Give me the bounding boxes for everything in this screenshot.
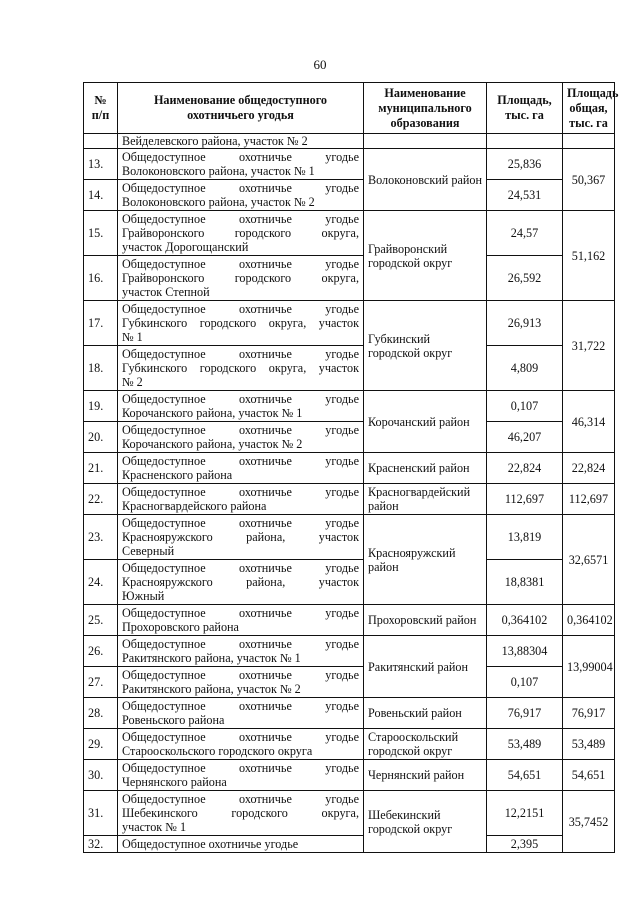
- name-line: Общедоступное охотничье угодье: [122, 561, 359, 575]
- name-line: Общедоступное охотничье угодье: [122, 347, 359, 361]
- row-number: 23.: [84, 515, 118, 560]
- table-row: [84, 515, 615, 560]
- table-row: [84, 760, 615, 791]
- area-value: 76,917: [487, 698, 563, 729]
- area-value: 46,207: [487, 422, 563, 453]
- name-line: Губкинского городского округа, участок: [122, 361, 359, 375]
- municipality-name: Красногвардейский район: [364, 484, 487, 515]
- row-number: 18.: [84, 346, 118, 391]
- name-line: Общедоступное охотничье угодье: [122, 423, 359, 437]
- table-row: [84, 560, 615, 605]
- table-row: [84, 453, 615, 484]
- municipality-name: Старооскольский городской округ: [364, 729, 487, 760]
- row-number: 14.: [84, 180, 118, 211]
- municipality-name: Краснояружский район: [364, 515, 487, 605]
- name-line: № 2: [122, 375, 143, 389]
- name-line: Общедоступное охотничье угодье: [122, 761, 359, 775]
- row-number: 15.: [84, 211, 118, 256]
- table-row: [84, 346, 615, 391]
- area-value: 26,592: [487, 256, 563, 301]
- continuation-num-cell: [84, 134, 118, 149]
- hunting-ground-name: [118, 605, 364, 636]
- row-number: 17.: [84, 301, 118, 346]
- name-line: Грайворонского городского округа,: [122, 271, 359, 285]
- municipality-name: Волоконовский район: [364, 149, 487, 211]
- table-row: [84, 836, 615, 853]
- area-value: 4,809: [487, 346, 563, 391]
- name-line: Общедоступное охотничье угодье: [122, 637, 359, 651]
- name-line: Общедоступное охотничье угодье: [122, 150, 359, 164]
- name-line: Шебекинского городского округа,: [122, 806, 359, 820]
- table-row: [84, 256, 615, 301]
- name-line: Волоконовского района, участок № 1: [122, 164, 315, 178]
- hunting-ground-name: [118, 729, 364, 760]
- name-line: Прохоровского района: [122, 620, 239, 634]
- name-line: Красногвардейского района: [122, 499, 267, 513]
- total-area-value: 31,722: [563, 301, 615, 391]
- total-area-value: 0,364102: [563, 605, 615, 636]
- table-row: [84, 791, 615, 836]
- continuation-muni-cell: [364, 134, 487, 149]
- area-value: 53,489: [487, 729, 563, 760]
- area-value: 24,57: [487, 211, 563, 256]
- table-row: [84, 301, 615, 346]
- row-number: 16.: [84, 256, 118, 301]
- name-line: Общедоступное охотничье угодье: [122, 257, 359, 271]
- table-row: [84, 698, 615, 729]
- row-number: 32.: [84, 836, 118, 853]
- row-number: 19.: [84, 391, 118, 422]
- area-value: 0,364102: [487, 605, 563, 636]
- name-line: Ракитянского района, участок № 2: [122, 682, 301, 696]
- page-number: 60: [313, 57, 327, 72]
- area-value: 13,819: [487, 515, 563, 560]
- name-line: Общедоступное охотничье угодье: [122, 516, 359, 530]
- hunting-ground-name: [118, 301, 364, 346]
- table-row: [84, 211, 615, 256]
- name-line: участок Дорогощанский: [122, 240, 249, 254]
- name-line: Ракитянского района, участок № 1: [122, 651, 301, 665]
- name-line: Общедоступное охотничье угодье: [122, 181, 359, 195]
- name-line: Краснояружского района, участок: [122, 530, 359, 544]
- municipality-name: Прохоровский район: [364, 605, 487, 636]
- hunting-ground-name: [118, 256, 364, 301]
- row-number: 21.: [84, 453, 118, 484]
- total-area-value: 22,824: [563, 453, 615, 484]
- name-line: Общедоступное охотничье угодье: [122, 606, 359, 620]
- municipality-name: Губкинский городской округ: [364, 301, 487, 391]
- hunting-ground-name: [118, 422, 364, 453]
- name-line: Корочанского района, участок № 1: [122, 406, 303, 420]
- name-line: Волоконовского района, участок № 2: [122, 195, 315, 209]
- name-line: Общедоступное охотничье угодье: [122, 699, 359, 713]
- table-row: [84, 484, 615, 515]
- name-line: Общедоступное охотничье угодье: [122, 302, 359, 316]
- table-row: [84, 636, 615, 667]
- continuation-text: Вейделевского района, участок № 2: [118, 134, 364, 149]
- area-value: 18,8381: [487, 560, 563, 605]
- row-number: 30.: [84, 760, 118, 791]
- row-number: 22.: [84, 484, 118, 515]
- area-value: 0,107: [487, 391, 563, 422]
- row-number: 13.: [84, 149, 118, 180]
- continuation-row: [84, 134, 615, 149]
- total-area-value: 50,367: [563, 149, 615, 211]
- name-line: Общедоступное охотничье угодье: [122, 668, 359, 682]
- hunting-grounds-table: [83, 82, 619, 853]
- name-line: Губкинского городского округа, участок: [122, 316, 359, 330]
- area-value: 112,697: [487, 484, 563, 515]
- header-muni: Наименование муниципального образования: [364, 83, 487, 134]
- area-value: 2,395: [487, 836, 563, 853]
- municipality-name: Ровеньский район: [364, 698, 487, 729]
- hunting-ground-name: [118, 346, 364, 391]
- municipality-name: Грайворонский городской округ: [364, 211, 487, 301]
- row-number: 24.: [84, 560, 118, 605]
- hunting-ground-name: [118, 791, 364, 836]
- area-value: 13,88304: [487, 636, 563, 667]
- name-line: Общедоступное охотничье угодье: [122, 454, 359, 468]
- hunting-ground-name: [118, 484, 364, 515]
- area-value: 25,836: [487, 149, 563, 180]
- area-value: 26,913: [487, 301, 563, 346]
- table-row: [84, 422, 615, 453]
- row-number: 31.: [84, 791, 118, 836]
- row-number: 29.: [84, 729, 118, 760]
- name-line: Северный: [122, 544, 175, 558]
- hunting-ground-name: [118, 149, 364, 180]
- hunting-ground-name: [118, 180, 364, 211]
- continuation-area-cell: [487, 134, 563, 149]
- row-number: 20.: [84, 422, 118, 453]
- total-area-value: 35,7452: [563, 791, 615, 853]
- total-area-value: 76,917: [563, 698, 615, 729]
- name-line: Общедоступное охотничье угодье: [122, 485, 359, 499]
- table-row: [84, 391, 615, 422]
- name-line: Общедоступное охотничье угодье: [122, 392, 359, 406]
- hunting-ground-name: [118, 636, 364, 667]
- hunting-ground-name: [118, 760, 364, 791]
- total-area-value: 112,697: [563, 484, 615, 515]
- municipality-name: Чернянский район: [364, 760, 487, 791]
- row-number: 25.: [84, 605, 118, 636]
- table-row: [84, 729, 615, 760]
- name-line: Ровеньского района: [122, 713, 225, 727]
- header-name: Наименование общедоступного охотничьего угодья: [118, 83, 364, 134]
- area-value: 22,824: [487, 453, 563, 484]
- hunting-ground-name: [118, 560, 364, 605]
- header-total: Площадь общая, тыс. га: [563, 83, 615, 134]
- total-area-value: 53,489: [563, 729, 615, 760]
- name-line: Корочанского района, участок № 2: [122, 437, 303, 451]
- table-row: [84, 605, 615, 636]
- table-row: [84, 149, 615, 180]
- table-row: [84, 667, 615, 698]
- hunting-ground-name: [118, 836, 364, 853]
- row-number: 28.: [84, 698, 118, 729]
- municipality-name: Корочанский район: [364, 391, 487, 453]
- area-value: 54,651: [487, 760, 563, 791]
- total-area-value: 13,99004: [563, 636, 615, 698]
- name-line: Старооскольского городского округа: [122, 744, 313, 758]
- hunting-ground-name: [118, 515, 364, 560]
- name-line: Чернянского района: [122, 775, 227, 789]
- table-row: [84, 180, 615, 211]
- row-number: 27.: [84, 667, 118, 698]
- header-row: [84, 83, 615, 134]
- name-line: Южный: [122, 589, 165, 603]
- name-line: Общедоступное охотничье угодье: [122, 730, 359, 744]
- name-line: Грайворонского городского округа,: [122, 226, 359, 240]
- name-line: Краснояружского района, участок: [122, 575, 359, 589]
- continuation-total-cell: [563, 134, 615, 149]
- table-body: [84, 134, 615, 853]
- hunting-ground-name: [118, 667, 364, 698]
- total-area-value: 32,6571: [563, 515, 615, 605]
- hunting-ground-name: [118, 453, 364, 484]
- name-line: № 1: [122, 330, 143, 344]
- area-value: 24,531: [487, 180, 563, 211]
- municipality-name: Шебекинский городской округ: [364, 791, 487, 853]
- name-line: участок № 1: [122, 820, 187, 834]
- total-area-value: 51,162: [563, 211, 615, 301]
- name-line: участок Степной: [122, 285, 210, 299]
- header-area: Площадь, тыс. га: [487, 83, 563, 134]
- total-area-value: 46,314: [563, 391, 615, 453]
- header-num: № п/п: [84, 83, 118, 134]
- area-value: 0,107: [487, 667, 563, 698]
- hunting-ground-name: [118, 391, 364, 422]
- name-line: Красненского района: [122, 468, 233, 482]
- name-line: Общедоступное охотничье угодье: [122, 837, 299, 851]
- row-number: 26.: [84, 636, 118, 667]
- hunting-ground-name: [118, 698, 364, 729]
- area-value: 12,2151: [487, 791, 563, 836]
- name-line: Общедоступное охотничье угодье: [122, 212, 359, 226]
- total-area-value: 54,651: [563, 760, 615, 791]
- name-line: Общедоступное охотничье угодье: [122, 792, 359, 806]
- municipality-name: Красненский район: [364, 453, 487, 484]
- hunting-ground-name: [118, 211, 364, 256]
- municipality-name: Ракитянский район: [364, 636, 487, 698]
